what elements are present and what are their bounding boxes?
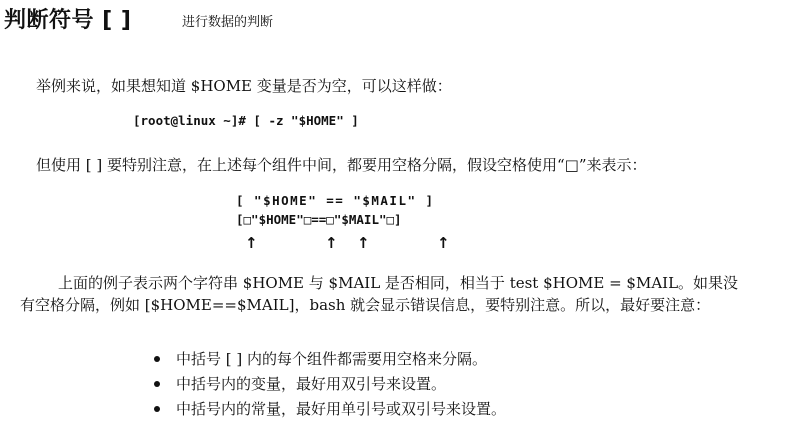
list-item-text: 中括号内的变量，最好用双引号来设置。: [176, 375, 447, 393]
page-title: 判断符号 [ ]: [4, 8, 132, 33]
bullet-icon: [154, 356, 160, 362]
explanation-line-1: 上面的例子表示两个字符串 $HOME 与 $MAIL 是否相同，相当于 test $HOME = $MAIL。如果没: [58, 274, 739, 292]
code-example-test-z: [root@linux ~]# [ -z "$HOME" ]: [133, 113, 359, 128]
spacing-note-paragraph: 但使用 [ ] 要特别注意，在上述每个组件中间，都要用空格分隔，假设空格使用“□”来表示：: [36, 156, 647, 174]
code-example-compare: [ "$HOME" == "$MAIL" ]: [236, 193, 435, 208]
list-item: [150, 398, 506, 423]
list-item-text: 中括号 [ ] 内的每个组件都需要用空格来分隔。: [176, 350, 488, 368]
tips-list: [150, 348, 506, 423]
space-arrow-icon: ↑: [357, 234, 370, 252]
space-arrow-icon: ↑: [245, 234, 258, 252]
explanation-line-2: 有空格分隔，例如 [$HOME==$MAIL]，bash 就会显示错误信息，要特别注意。所以，最好要注意：: [20, 296, 711, 314]
list-item: [150, 373, 506, 398]
bullet-icon: [154, 406, 160, 412]
list-item: [150, 348, 506, 373]
space-arrow-icon: ↑: [437, 234, 450, 252]
bullet-icon: [154, 381, 160, 387]
page-subtitle: 进行数据的判断: [182, 15, 274, 30]
code-example-compare-spaces: [□"$HOME"□==□"$MAIL"□]: [236, 212, 402, 227]
intro-paragraph: 举例来说，如果想知道 $HOME 变量是否为空，可以这样做：: [36, 77, 452, 95]
space-arrow-icon: ↑: [325, 234, 338, 252]
list-item-text: 中括号内的常量，最好用单引号或双引号来设置。: [176, 400, 507, 418]
